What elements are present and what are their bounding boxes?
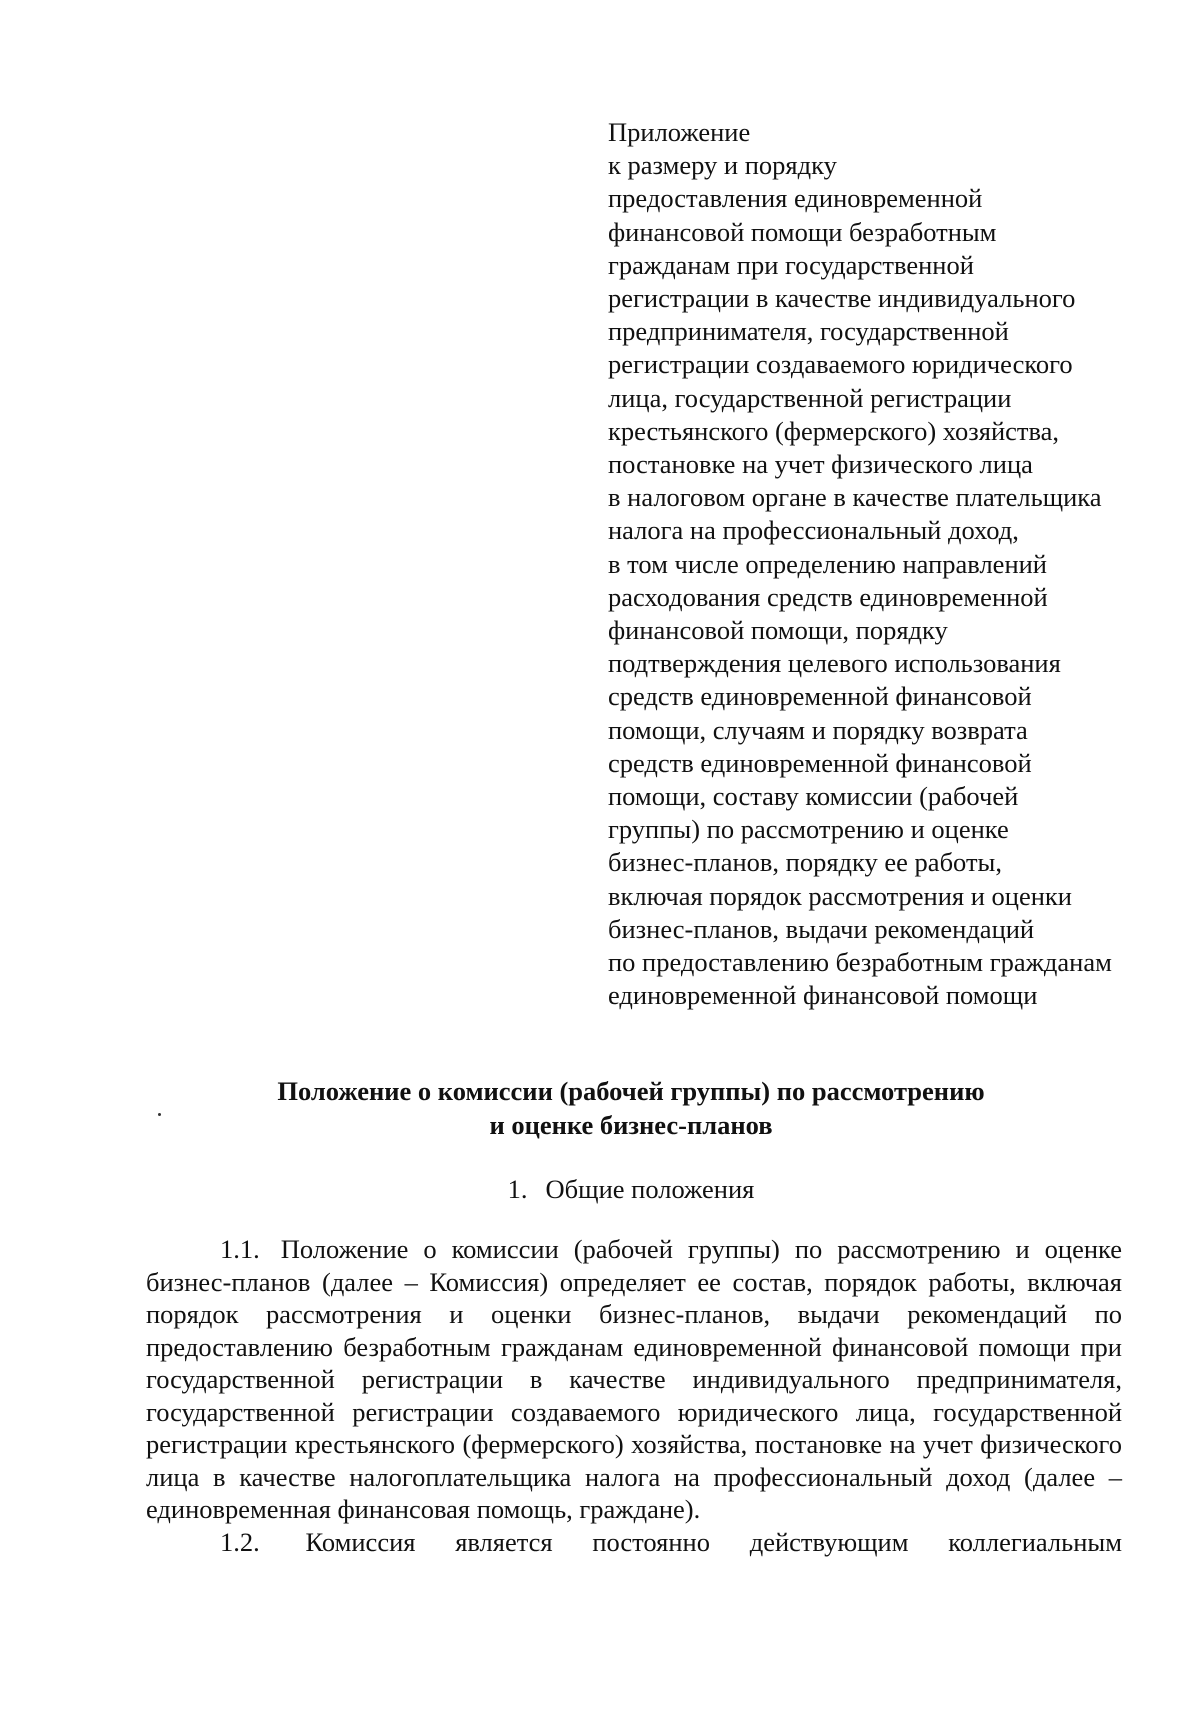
appendix-line: помощи, случаям и порядку возврата [608,714,1028,745]
appendix-line: постановке на учет физического лица [608,449,1033,480]
title-line-2: и оценке бизнес-планов [489,1110,773,1140]
appendix-line: регистрации создаваемого юридического [608,349,1073,380]
paragraph-1-1 [146,1233,1122,1526]
appendix-line: финансовой помощи безработным [608,216,997,247]
appendix-line: по предоставлению безработным гражданам [608,947,1112,978]
appendix-line: средств единовременной финансовой [608,747,1032,778]
appendix-line: бизнес-планов, выдачи рекомендаций [608,913,1035,944]
title-line-1: Положение о комиссии (рабочей группы) по рассмотрению [277,1076,985,1106]
appendix-line: предпринимателя, государственной [608,316,1009,347]
paragraph-number: 1.2. [220,1526,260,1557]
appendix-line: расходования средств единовременной [608,581,1048,612]
appendix-line: предоставления единовременной [608,183,983,214]
appendix-line: подтверждения целевого использования [608,648,1061,679]
paragraph-text: Положение о комиссии (рабочей группы) по рассмотрению и оценке бизнес-планов (далее – Комиссия) определяет ее состав, порядок работы, включая порядок рассмотрения и оценки бизнес-планов, выдачи рекомендаций по предоставлению безработным гражданам единовременной финансовой помощи при государственной регистрации в качестве индивидуального предпринимателя, государственной регистрации создаваемого юридического лица, государственной регистрации крестьянского (фермерского) хозяйства, постановке на учет физического лица в качестве налогоплательщика налога на профессиональный доход (далее – единовременная финансовая помощь, граждане). [146,1234,1123,1524]
appendix-line: налога на профессиональный доход, [608,515,1019,546]
document-body [146,1233,1122,1558]
appendix-line: в том числе определению направлений [608,548,1047,579]
appendix-line: лица, государственной регистрации [608,382,1012,413]
appendix-line: помощи, составу комиссии (рабочей [608,781,1019,812]
appendix-line: Приложение [608,117,751,147]
paragraph-number: 1.1. [220,1234,260,1264]
document-title [0,1074,1200,1142]
paragraph-text: Комиссия является постоянно действующим коллегиальным [305,1526,1122,1557]
appendix-line: бизнес-планов, порядку ее работы, [608,847,1002,878]
appendix-line: в налоговом органе в качестве плательщика [608,482,1102,513]
section-title: Общие положения [545,1174,755,1204]
appendix-line: финансовой помощи, порядку [608,615,948,646]
section-number: 1. [507,1174,528,1204]
appendix-line: регистрации в качестве индивидуального [608,283,1076,314]
appendix-line: средств единовременной финансовой [608,681,1032,712]
appendix-line: единовременной финансовой помощи [608,980,1038,1011]
appendix-line: гражданам при государственной [608,249,974,280]
appendix-line: крестьянского (фермерского) хозяйства, [608,415,1060,446]
appendix-line: к размеру и порядку [608,150,837,181]
appendix-header [608,116,1168,1012]
appendix-line: группы) по рассмотрению и оценке [608,814,1009,845]
appendix-line: включая порядок рассмотрения и оценки [608,880,1072,911]
paragraph-1-2 [146,1526,1122,1559]
section-heading [0,1172,1200,1206]
